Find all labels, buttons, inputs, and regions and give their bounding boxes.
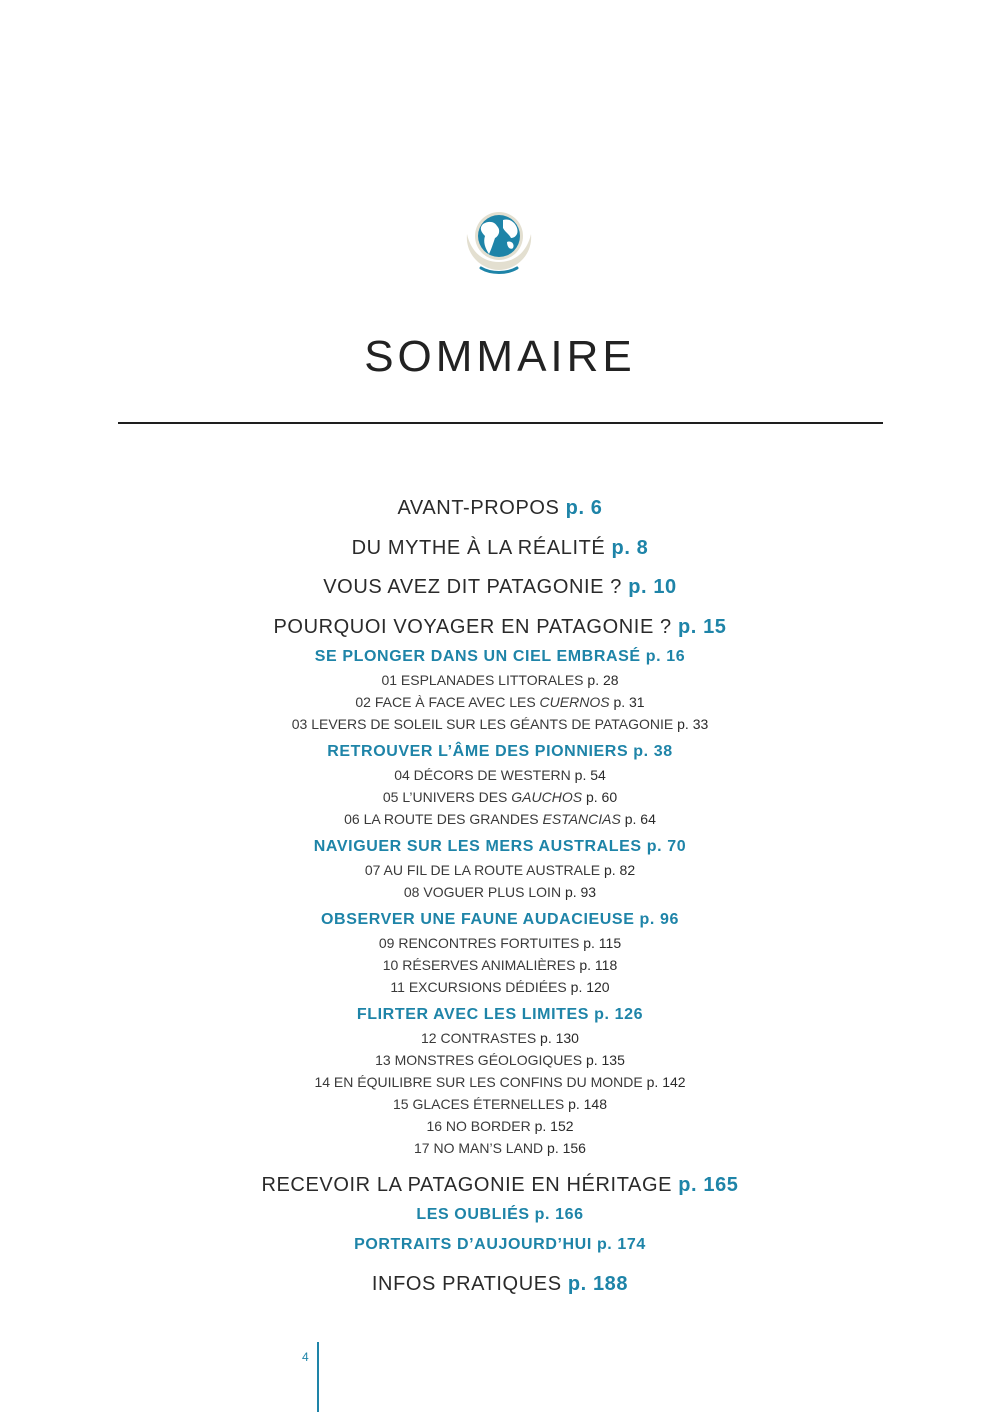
toc-item-entry: [0, 694, 1000, 710]
toc-entry-title: 11 EXCURSIONS DÉDIÉES: [390, 979, 567, 995]
toc-entry-page: p. 126: [594, 1006, 644, 1023]
toc-item-entry: [0, 789, 1000, 805]
toc-entry-page: p. 60: [585, 789, 618, 805]
toc-item-entry: [0, 767, 1000, 783]
toc-item-entry: [0, 1030, 1000, 1046]
globe-icon: [461, 208, 537, 276]
toc-entry-page: p. 82: [603, 862, 636, 878]
toc-entry-title: INFOS PRATIQUES: [371, 1273, 562, 1295]
toc-entry-page: p. 142: [646, 1074, 686, 1090]
toc-entry-page: p. 152: [534, 1118, 574, 1134]
toc-entry-page: p. 10: [628, 576, 677, 598]
toc-main-entry: [0, 497, 1000, 520]
toc-item-entry: [0, 811, 1000, 827]
toc-section-entry: [0, 911, 1000, 929]
toc-entry-title: OBSERVER UNE FAUNE AUDACIEUSE: [321, 911, 635, 928]
toc-entry-title: 17 NO MAN’S LAND: [414, 1140, 544, 1156]
toc-entry-title: 01 ESPLANADES LITTORALES: [381, 672, 584, 688]
toc-item-entry: [0, 957, 1000, 973]
toc-entry-title: VOUS AVEZ DIT PATAGONIE ?: [323, 576, 623, 598]
toc-entry-page: p. 130: [540, 1030, 579, 1046]
toc-entry-title: DU MYTHE À LA RÉALITÉ: [351, 537, 606, 559]
toc-entry-page: p. 118: [579, 957, 618, 973]
toc-section-entry: [0, 1006, 1000, 1024]
toc-entry-title: 14 EN ÉQUILIBRE SUR LES CONFINS DU MONDE: [314, 1074, 643, 1090]
toc-entry-title: 06 LA ROUTE DES GRANDES: [344, 811, 543, 827]
toc-entry-page: p. 31: [613, 694, 645, 710]
toc-item-entry: [0, 862, 1000, 878]
toc-item-entry: [0, 884, 1000, 900]
toc-entry-page: p. 16: [645, 648, 686, 665]
toc-entry-page: p. 6: [565, 497, 603, 519]
toc-entry-title: 09 RENCONTRES FORTUITES: [378, 935, 580, 951]
toc-item-entry: [0, 1140, 1000, 1156]
toc-entry-title: 07 AU FIL DE LA ROUTE AUSTRALE: [364, 862, 601, 878]
toc-entry-italic-term: GAUCHOS: [511, 789, 583, 805]
toc-entry-page: p. 188: [567, 1273, 629, 1295]
toc-entry-page: p. 120: [570, 979, 610, 995]
toc-entry-title: 08 VOGUER PLUS LOIN: [403, 884, 562, 900]
page-margin-bar: [317, 1342, 319, 1412]
toc-entry-title: 16 NO BORDER: [426, 1118, 531, 1134]
page-number: 4: [302, 1350, 309, 1364]
toc-entry-italic-term: ESTANCIAS: [542, 811, 621, 827]
toc-entry-page: p. 156: [547, 1140, 586, 1156]
toc-entry-page: p. 165: [678, 1174, 739, 1196]
toc-entry-title: POURQUOI VOYAGER EN PATAGONIE ?: [273, 616, 672, 638]
toc-entry-title: 04 DÉCORS DE WESTERN: [394, 767, 571, 783]
toc-main-entry: [0, 1174, 1000, 1197]
toc-entry-title: 15 GLACES ÉTERNELLES: [392, 1096, 565, 1112]
toc-entry-page: p. 96: [639, 911, 679, 928]
title-divider: [118, 422, 883, 424]
toc-entry-page: p. 135: [585, 1052, 625, 1068]
globe-logo: [461, 208, 537, 276]
toc-entry-page: p. 93: [564, 884, 597, 900]
toc-entry-page: p. 28: [587, 672, 619, 688]
toc-item-entry: [0, 979, 1000, 995]
toc-item-entry: [0, 1118, 1000, 1134]
toc-section-entry: [0, 1206, 1000, 1224]
toc-entry-title: AVANT-PROPOS: [397, 497, 560, 519]
toc-entry-title: PORTRAITS D’AUJOURD’HUI: [354, 1236, 592, 1253]
toc-entry-title: LES OUBLIÉS: [416, 1206, 530, 1223]
toc-section-entry: [0, 648, 1000, 666]
toc-entry-page: p. 15: [677, 616, 727, 638]
toc-entry-title: RECEVOIR LA PATAGONIE EN HÉRITAGE: [261, 1174, 673, 1196]
page-title: SOMMAIRE: [364, 332, 636, 381]
toc-entry-page: p. 54: [574, 767, 606, 783]
toc-entry-title: 13 MONSTRES GÉOLOGIQUES: [375, 1052, 583, 1068]
toc-entry-title: 10 RÉSERVES ANIMALIÈRES: [382, 957, 576, 973]
toc-entry-title: 12 CONTRASTES: [421, 1030, 537, 1046]
toc-entry-page: p. 70: [646, 838, 687, 855]
toc-entry-page: p. 64: [624, 811, 656, 827]
toc-entry-page: p. 148: [568, 1096, 607, 1112]
toc-main-entry: [0, 537, 1000, 560]
toc-entry-title: 03 LEVERS DE SOLEIL SUR LES GÉANTS DE PATAGONIE: [291, 716, 674, 732]
toc-item-entry: [0, 672, 1000, 688]
toc-entry-page: p. 38: [633, 743, 673, 760]
toc-entry-title: NAVIGUER SUR LES MERS AUSTRALES: [313, 838, 642, 855]
toc-section-entry: [0, 1236, 1000, 1254]
toc-main-entry: [0, 616, 1000, 639]
toc-entry-title: 02 FACE À FACE AVEC LES: [355, 694, 540, 710]
toc-item-entry: [0, 1096, 1000, 1112]
toc-entry-title: RETROUVER L’ÂME DES PIONNIERS: [327, 743, 629, 760]
toc-section-entry: [0, 743, 1000, 761]
toc-entry-italic-term: CUERNOS: [539, 694, 610, 710]
toc-entry-page: p. 174: [596, 1236, 646, 1253]
toc-entry-page: p. 115: [583, 935, 622, 951]
toc-section-entry: [0, 838, 1000, 856]
toc-item-entry: [0, 1052, 1000, 1068]
toc-entry-title: FLIRTER AVEC LES LIMITES: [356, 1006, 590, 1023]
toc-main-entry: [0, 576, 1000, 599]
toc-item-entry: [0, 1074, 1000, 1090]
toc-entry-title: SE PLONGER DANS UN CIEL EMBRASÉ: [314, 648, 641, 665]
toc-item-entry: [0, 716, 1000, 732]
toc-entry-page: p. 8: [611, 537, 649, 559]
toc-entry-page: p. 33: [677, 716, 709, 732]
toc-item-entry: [0, 935, 1000, 951]
toc-main-entry: [0, 1273, 1000, 1296]
toc-entry-page: p. 166: [534, 1206, 584, 1223]
toc-entry-title: 05 L’UNIVERS DES: [382, 789, 512, 805]
